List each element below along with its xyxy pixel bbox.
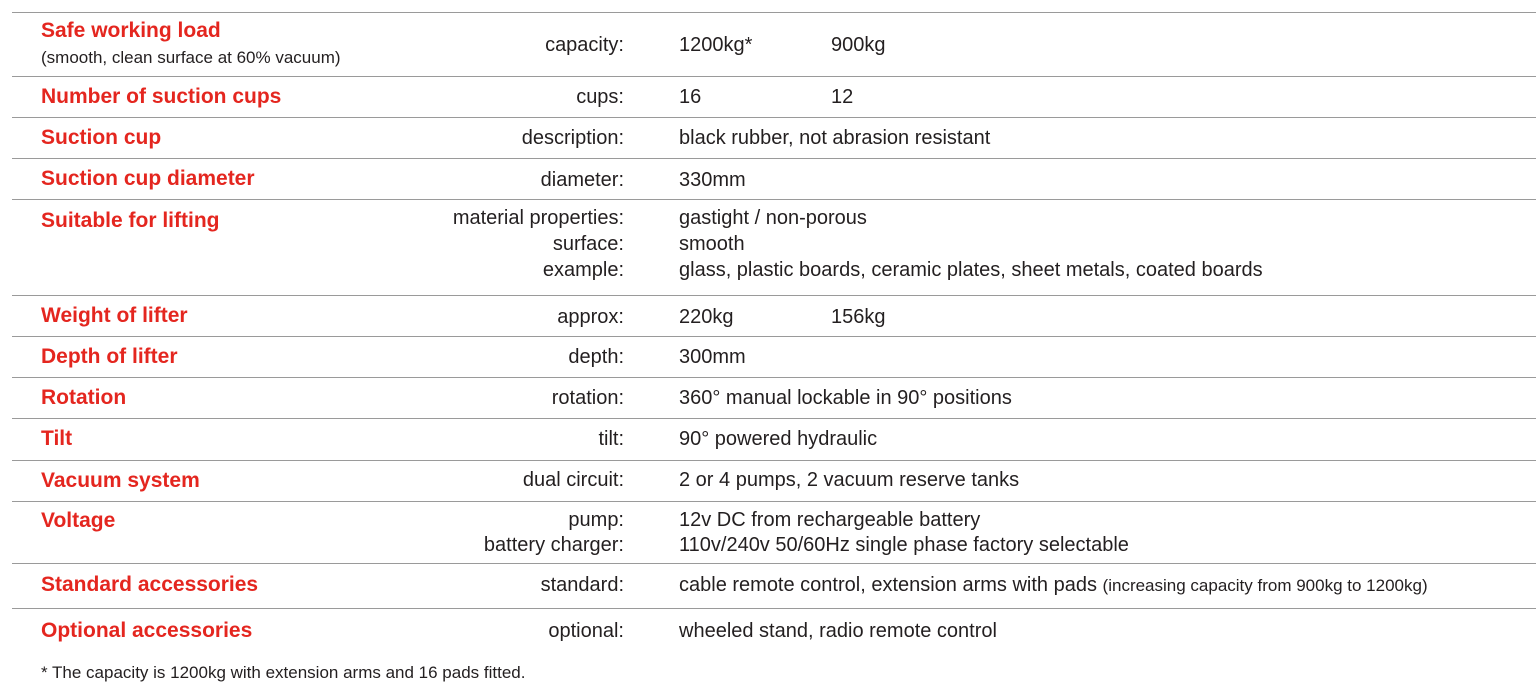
spec-name: Voltage <box>41 509 116 532</box>
spec-label: diameter: <box>540 169 624 191</box>
spec-label: cups: <box>576 86 624 108</box>
spec-value-alt: 12 <box>831 86 854 108</box>
spec-name: Suction cup <box>41 126 162 149</box>
spec-name: Rotation <box>41 386 127 409</box>
row-divider <box>12 501 1536 502</box>
spec-value-note: (increasing capacity from 900kg to 1200kg) <box>1102 576 1428 595</box>
row-divider <box>12 158 1536 159</box>
spec-value: wheeled stand, radio remote control <box>679 620 997 642</box>
spec-value: 12v DC from rechargeable battery <box>679 509 981 531</box>
row-divider <box>12 117 1536 118</box>
spec-name: Suitable for lifting <box>41 209 220 232</box>
spec-label: description: <box>521 127 624 149</box>
spec-value: 1200kg* <box>679 34 753 56</box>
spec-name: Number of suction cups <box>41 85 282 108</box>
spec-name: Optional accessories <box>41 619 253 642</box>
row-divider <box>12 76 1536 77</box>
row-divider <box>12 336 1536 337</box>
spec-value: 90° powered hydraulic <box>679 428 878 450</box>
row-divider <box>12 418 1536 419</box>
spec-label: example: <box>542 259 624 281</box>
spec-name: Depth of lifter <box>41 345 178 368</box>
spec-name: Tilt <box>41 427 73 450</box>
row-divider <box>12 377 1536 378</box>
spec-value: 330mm <box>679 169 746 191</box>
spec-name: Safe working load <box>41 19 221 42</box>
row-divider <box>12 199 1536 200</box>
row-divider <box>12 295 1536 296</box>
spec-value: 2 or 4 pumps, 2 vacuum reserve tanks <box>679 469 1020 491</box>
spec-label: rotation: <box>551 387 624 409</box>
spec-name: Suction cup diameter <box>41 167 255 190</box>
spec-value: 110v/240v 50/60Hz single phase factory selectable <box>679 534 1129 556</box>
spec-value-group <box>679 572 1428 599</box>
spec-value: 360° manual lockable in 90° positions <box>679 387 1012 409</box>
spec-label: surface: <box>552 233 624 255</box>
spec-label: approx: <box>557 306 624 328</box>
row-divider <box>12 563 1536 564</box>
spec-value-alt: 156kg <box>831 306 886 328</box>
spec-value: cable remote control, extension arms with pads <box>679 574 1097 596</box>
spec-label: depth: <box>568 346 624 368</box>
spec-value: glass, plastic boards, ceramic plates, sheet metals, coated boards <box>679 259 1263 281</box>
spec-value-alt: 900kg <box>831 34 886 56</box>
spec-label: standard: <box>540 574 624 596</box>
spec-name: Vacuum system <box>41 469 200 492</box>
spec-value: gastight / non-porous <box>679 207 867 229</box>
spec-value: black rubber, not abrasion resistant <box>679 127 991 149</box>
spec-value: 220kg <box>679 306 734 328</box>
row-divider <box>12 12 1536 13</box>
spec-label: material properties: <box>452 207 624 229</box>
spec-name: Weight of lifter <box>41 304 188 327</box>
spec-value: 300mm <box>679 346 746 368</box>
spec-value: smooth <box>679 233 745 255</box>
spec-label: capacity: <box>545 34 624 56</box>
row-divider <box>12 608 1536 609</box>
footnote: * The capacity is 1200kg with extension arms and 16 pads fitted. <box>41 663 526 682</box>
spec-value: 16 <box>679 86 702 108</box>
spec-label: optional: <box>548 620 624 642</box>
spec-label: pump: <box>568 509 624 531</box>
spec-label: dual circuit: <box>522 469 624 491</box>
spec-label: tilt: <box>598 428 624 450</box>
spec-name: Standard accessories <box>41 573 259 596</box>
spec-label: battery charger: <box>483 534 624 556</box>
spec-subnote: (smooth, clean surface at 60% vacuum) <box>41 48 341 67</box>
row-divider <box>12 460 1536 461</box>
